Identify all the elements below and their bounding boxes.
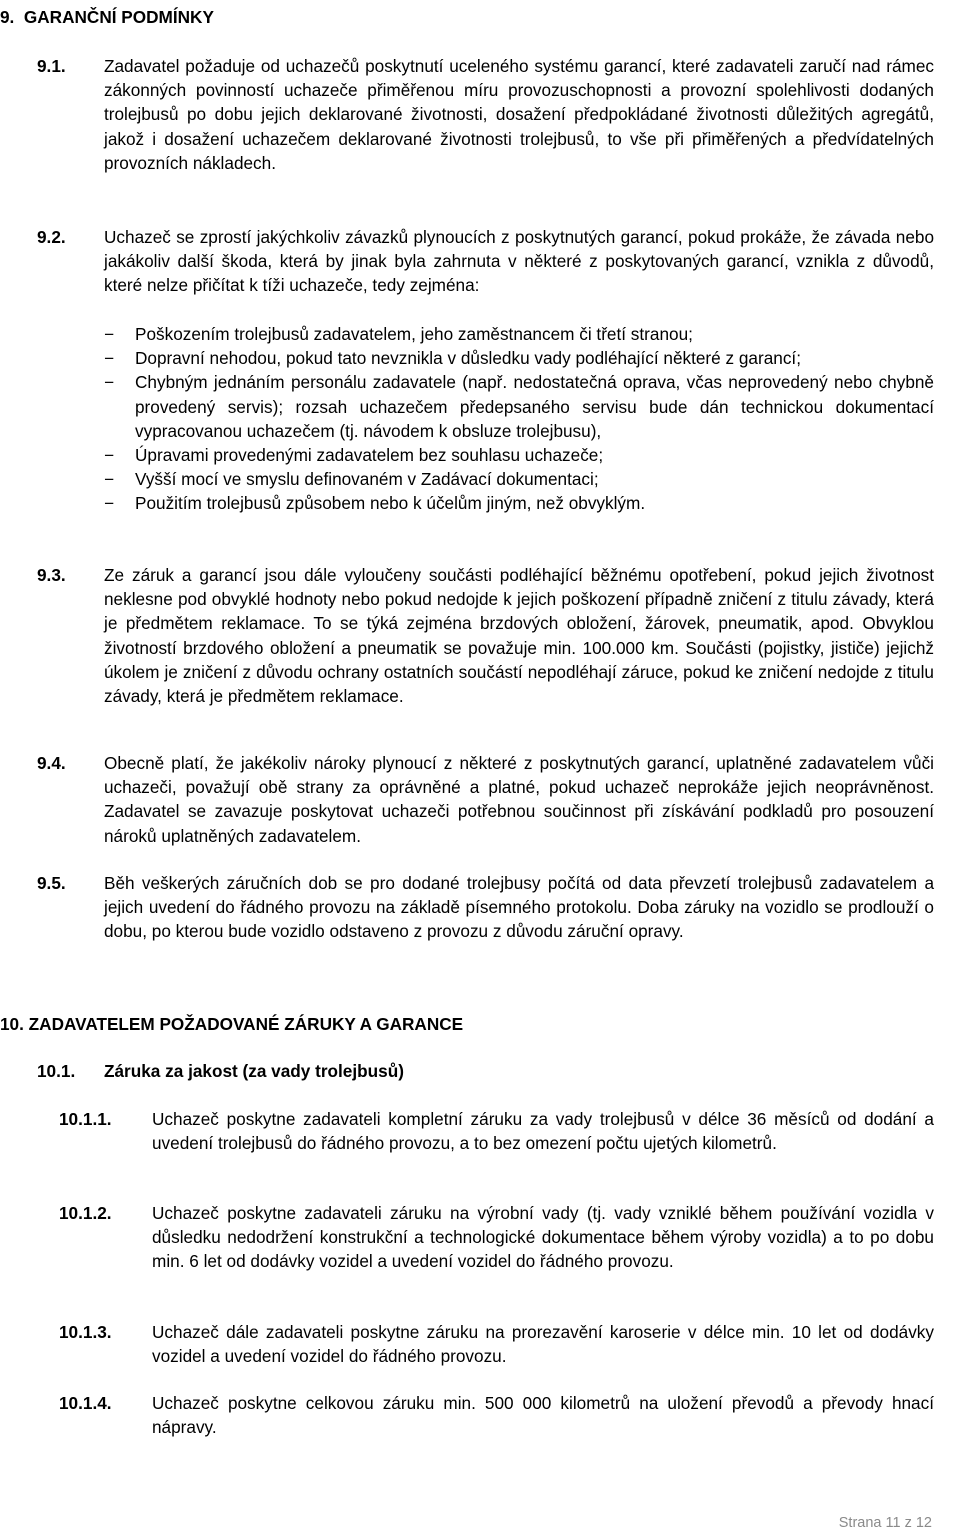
item-text-10-1-2: Uchazeč poskytne zadavateli záruku na výrobní vady (tj. vady vzniklé během používání vozidla v důsledku nedodržení konstrukční a technologické dokumentace během výroby vozidla) a to po dobu min. 6 let od dodávky vozidel a uvedení vozidel do řádného provozu. bbox=[152, 1203, 934, 1272]
item-number-10-1-3: 10.1.3. bbox=[59, 1322, 112, 1342]
item-text-10-1-4: Uchazeč poskytne celkovou záruku min. 500 000 kilometrů na uložení převodů a převody hnací nápravy. bbox=[152, 1393, 934, 1438]
dash-bullet: − bbox=[104, 445, 115, 466]
dash-bullet: − bbox=[104, 372, 115, 393]
item-number-9-2: 9.2. bbox=[37, 227, 66, 247]
section-heading-9: 9. GARANČNÍ PODMÍNKY bbox=[0, 7, 214, 27]
item-text-9-5: Běh veškerých záručních dob se pro dodané trolejbusy počítá od data převzetí trolejbusů zadavatelem a jejich uvedení do řádného provozu na základě písemného protokolu. Doba záruky na vozidlo se prodlouží o dobu, po kterou bude vozidlo odstaveno z provozu z důvodu záruční opravy. bbox=[104, 873, 934, 942]
item-number-9-1: 9.1. bbox=[37, 56, 66, 76]
page-number: Strana 11 z 12 bbox=[838, 1515, 932, 1531]
item-text-10-1-1: Uchazeč poskytne zadavateli kompletní záruku za vady trolejbusů v délce 36 měsíců od dodání a uvedení trolejbusů do řádného provozu, a to bez omezení počtu ujetých kilometrů. bbox=[152, 1109, 934, 1154]
list-item: − Vyšší mocí ve smyslu definovaném v Zadávací dokumentaci; bbox=[104, 467, 934, 491]
item-number-9-3: 9.3. bbox=[37, 565, 66, 585]
list-item: − Poškozením trolejbusů zadavatelem, jeho zaměstnancem či třetí stranou; bbox=[104, 322, 934, 346]
item-number-10-1-1: 10.1.1. bbox=[59, 1109, 112, 1129]
exclusion-list bbox=[104, 322, 934, 516]
item-text-9-1: Zadavatel požaduje od uchazečů poskytnutí uceleného systému garancí, které zadavateli zaručí nad rámec zákonných povinností uchazeče přiměřenou míru provozuschopnosti a provozní spolehlivosti dodaných trolejbusů po dobu jejich deklarované životnosti, dosažení předpokládané životnosti důležitých agregátů, jakož i dosažení uchazečem deklarované životnosti trolejbusů, to vše při přiměřených a předvídatelných provozních nákladech. bbox=[104, 56, 934, 173]
item-text-9-3: Ze záruk a garancí jsou dále vyloučeny součásti podléhající běžnému opotřebení, pokud jejich životnost neklesne pod obvyklé hodnoty nebo pokud nedojde k jejich poškození případně zničení z titulu závady, která je předmětem reklamace. To se týká zejména brzdových obložení, žárovek, pneumatik, apod. Obvyklou životností brzdového obložení a pneumatik se považuje min. 100.000 km. Součásti (pojistky, jističe) jejichž úkolem je zničení z důvodu ochrany ostatních součástí nepodléhají záruce, pokud ke zničení nedojde z titulu závady, která je předmětem reklamace. bbox=[104, 565, 934, 707]
item-text-9-2: Uchazeč se zprostí jakýchkoliv závazků plynoucích z poskytnutých garancí, pokud prokáže, že závada nebo jakákoliv další škoda, která by jinak byla zahrnuta v některé z poskytovaných garancí, vznikla z důvodů, které nelze přičítat k tíži uchazeče, tedy zejména: bbox=[104, 227, 934, 296]
item-number-10-1-2: 10.1.2. bbox=[59, 1203, 112, 1223]
list-item: − Úpravami provedenými zadavatelem bez souhlasu uchazeče; bbox=[104, 443, 934, 467]
list-item: − Chybným jednáním personálu zadavatele (např. nedostatečná oprava, včas neprovedený nebo chybně provedený servis); rozsah uchazečem předepsaného servisu bude dán technickou dokumentací vypracovanou uchazečem (tj. návodem k obsluze trolejbusu), bbox=[104, 372, 934, 441]
dash-bullet: − bbox=[104, 493, 115, 514]
item-number-9-5: 9.5. bbox=[37, 873, 66, 893]
dash-bullet: − bbox=[104, 469, 115, 490]
item-text-9-4: Obecně platí, že jakékoliv nároky plynoucí z některé z poskytnutých garancí, uplatněné zadavatelem vůči uchazeči, považují obě strany za oprávněné a platné, pokud uchazeč neprokáže jejich neoprávněnost. Zadavatel se zavazuje poskytovat uchazeči potřebnou součinnost při získávání podkladů pro posouzení nároků uplatněných zadavatelem. bbox=[104, 753, 934, 846]
item-text-10-1-3: Uchazeč dále zadavateli poskytne záruku na prorezavění karoserie v délce min. 10 let od dodávky vozidel a uvedení vozidel do řádného provozu. bbox=[152, 1322, 934, 1367]
subsection-number-10-1: 10.1. bbox=[37, 1061, 76, 1081]
item-number-10-1-4: 10.1.4. bbox=[59, 1393, 112, 1413]
list-item: − Použitím trolejbusů způsobem nebo k účelům jiným, než obvyklým. bbox=[104, 491, 934, 515]
list-item: − Dopravní nehodou, pokud tato nevznikla v důsledku vady podléhající některé z garancí; bbox=[104, 346, 934, 370]
section-heading-10: 10. ZADAVATELEM POŽADOVANÉ ZÁRUKY A GARANCE bbox=[0, 1014, 464, 1034]
item-number-9-4: 9.4. bbox=[37, 753, 66, 773]
dash-bullet: − bbox=[104, 324, 115, 344]
dash-bullet: − bbox=[104, 348, 115, 369]
subsection-title-10-1: Záruka za jakost (za vady trolejbusů) bbox=[104, 1061, 404, 1081]
